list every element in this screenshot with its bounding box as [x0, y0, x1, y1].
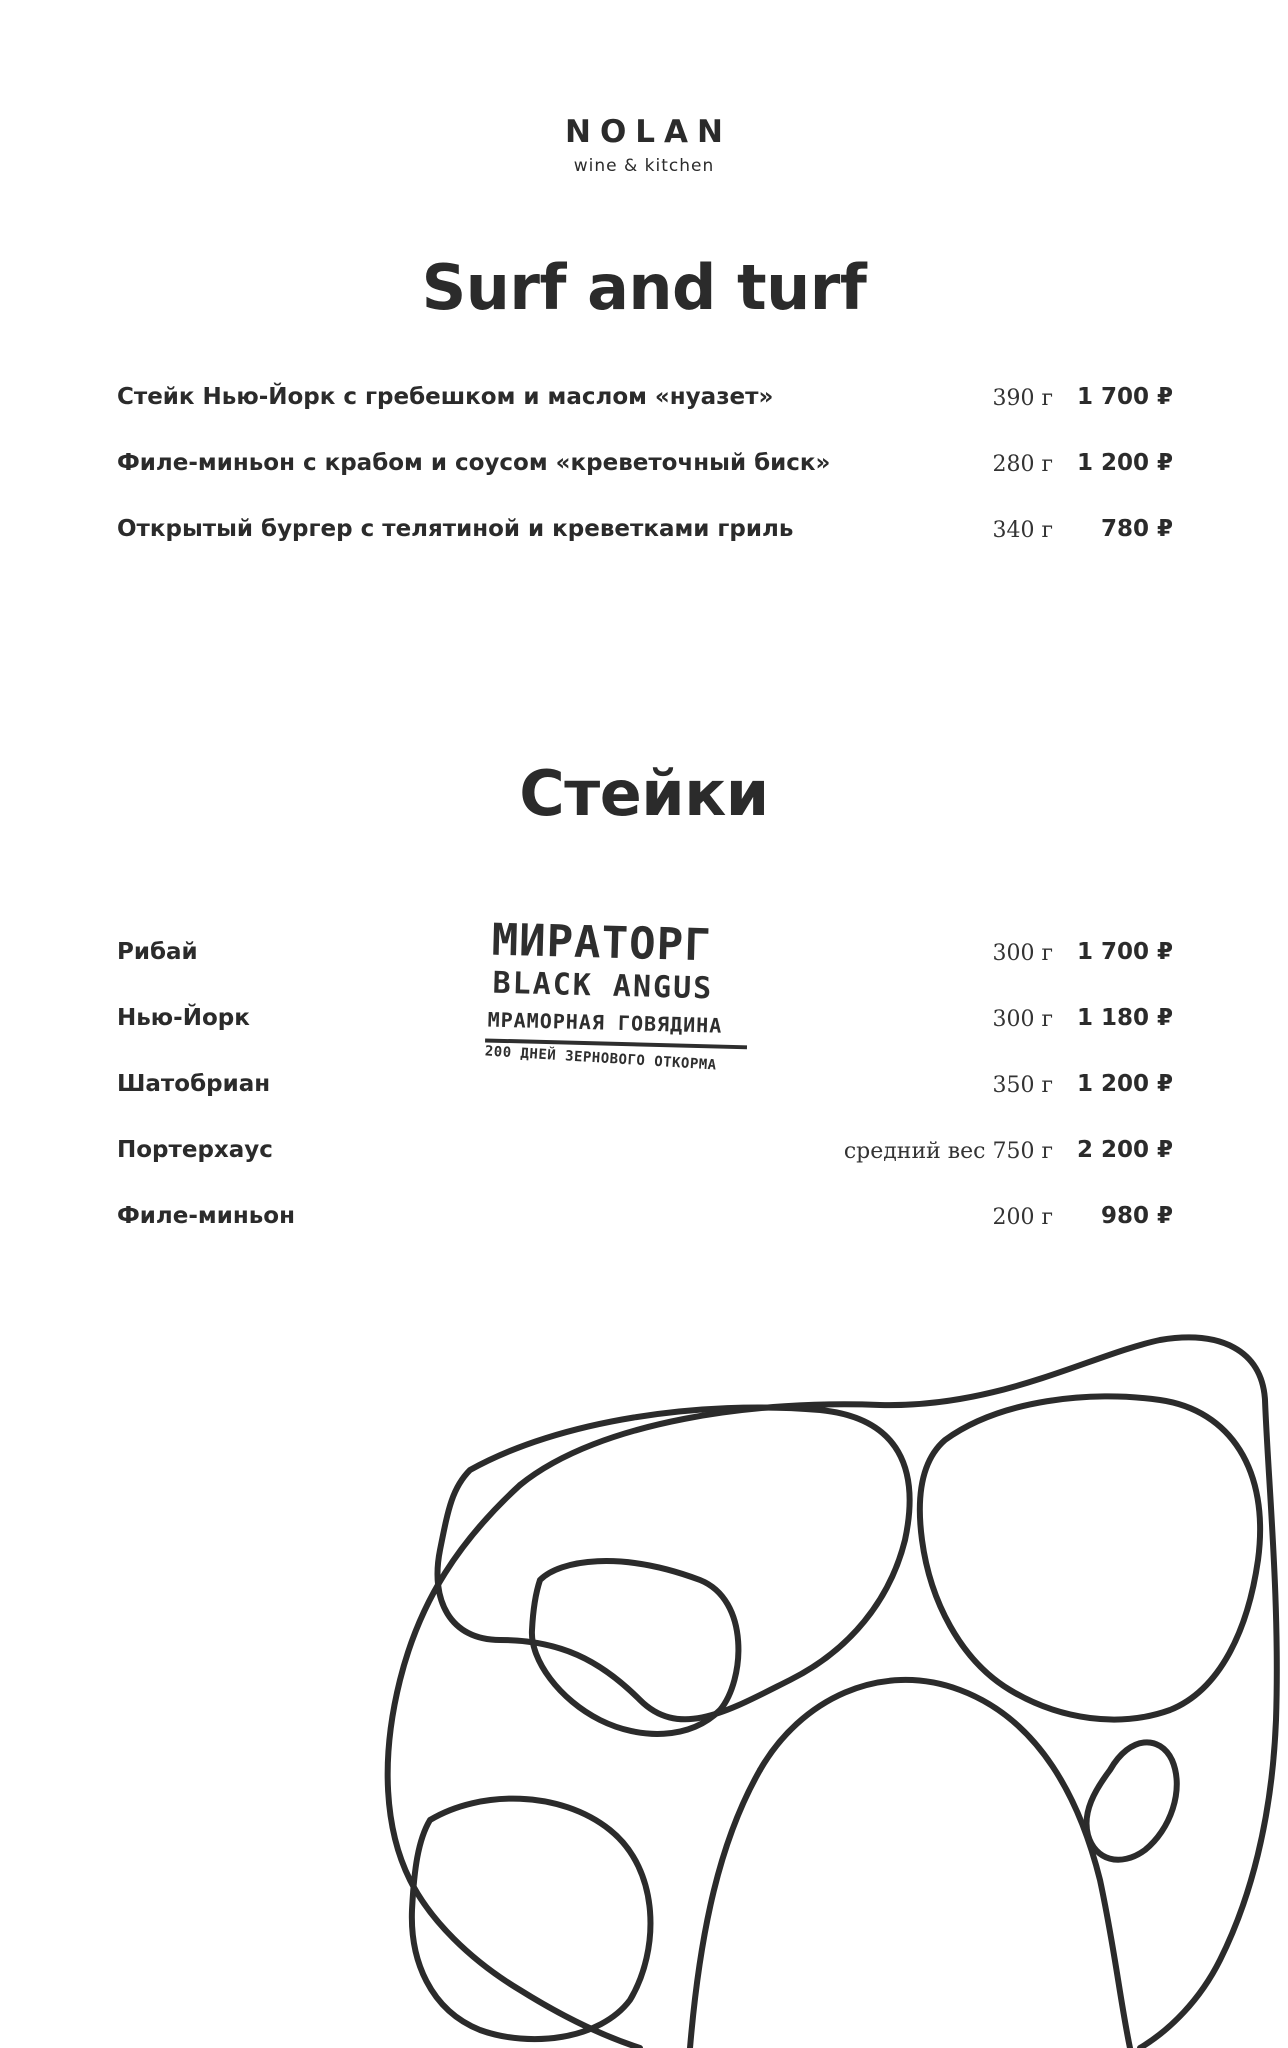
dish-name: Стейк Нью-Йорк с гребешком и маслом «нуазет»	[117, 384, 774, 410]
stamp-brand: МИРАТОРГ	[491, 914, 713, 972]
dish-weight: средний вес 750 г	[843, 1139, 1053, 1164]
menu-item	[117, 443, 1173, 483]
logo-tagline: wine & kitchen	[573, 156, 715, 176]
dish-name: Шатобриан	[117, 1071, 271, 1097]
dish-weight: 200 г	[992, 1205, 1053, 1230]
section-title-surf-and-turf: Surf and turf	[421, 251, 867, 324]
dish-weight: 340 г	[992, 518, 1053, 543]
stamp-grain-fed: 200 ДНЕЙ ЗЕРНОВОГО ОТКОРМА	[484, 1043, 718, 1074]
section-title-steaks: Стейки	[519, 757, 769, 830]
dish-name: Нью-Йорк	[117, 1005, 250, 1031]
dish-name: Рибай	[117, 939, 198, 965]
dish-weight: 350 г	[992, 1073, 1053, 1098]
miratorg-stamp-logo	[474, 914, 769, 1100]
dish-price: 2 200 ₽	[1076, 1137, 1173, 1163]
stamp-marbled-beef: МРАМОРНАЯ ГОВЯДИНА	[487, 1007, 723, 1038]
dish-name: Филе-миньон с крабом и соусом «креветочный биск»	[117, 450, 831, 476]
dish-price: 980 ₽	[1100, 1203, 1173, 1229]
dish-price: 780 ₽	[1100, 516, 1173, 542]
dish-price: 1 700 ₽	[1076, 939, 1173, 965]
dish-price: 1 700 ₽	[1076, 384, 1173, 410]
dish-name: Филе-миньон	[117, 1203, 295, 1229]
stamp-black-angus: BLACK ANGUS	[492, 965, 714, 1007]
menu-item	[117, 1196, 1173, 1236]
dish-weight: 390 г	[992, 386, 1053, 411]
dish-weight: 300 г	[992, 1007, 1053, 1032]
dish-name: Портерхаус	[117, 1137, 273, 1163]
menu-item	[117, 377, 1173, 417]
dish-name: Открытый бургер с телятиной и креветками гриль	[117, 516, 794, 542]
dish-price: 1 180 ₽	[1076, 1005, 1173, 1031]
dish-weight: 280 г	[992, 452, 1053, 477]
dish-weight: 300 г	[992, 941, 1053, 966]
menu-item	[117, 1130, 1173, 1170]
menu-item	[117, 509, 1173, 549]
dish-price: 1 200 ₽	[1076, 450, 1173, 476]
dish-price: 1 200 ₽	[1076, 1071, 1173, 1097]
logo-brand: NOLAN	[565, 114, 732, 150]
logo	[0, 112, 1288, 178]
